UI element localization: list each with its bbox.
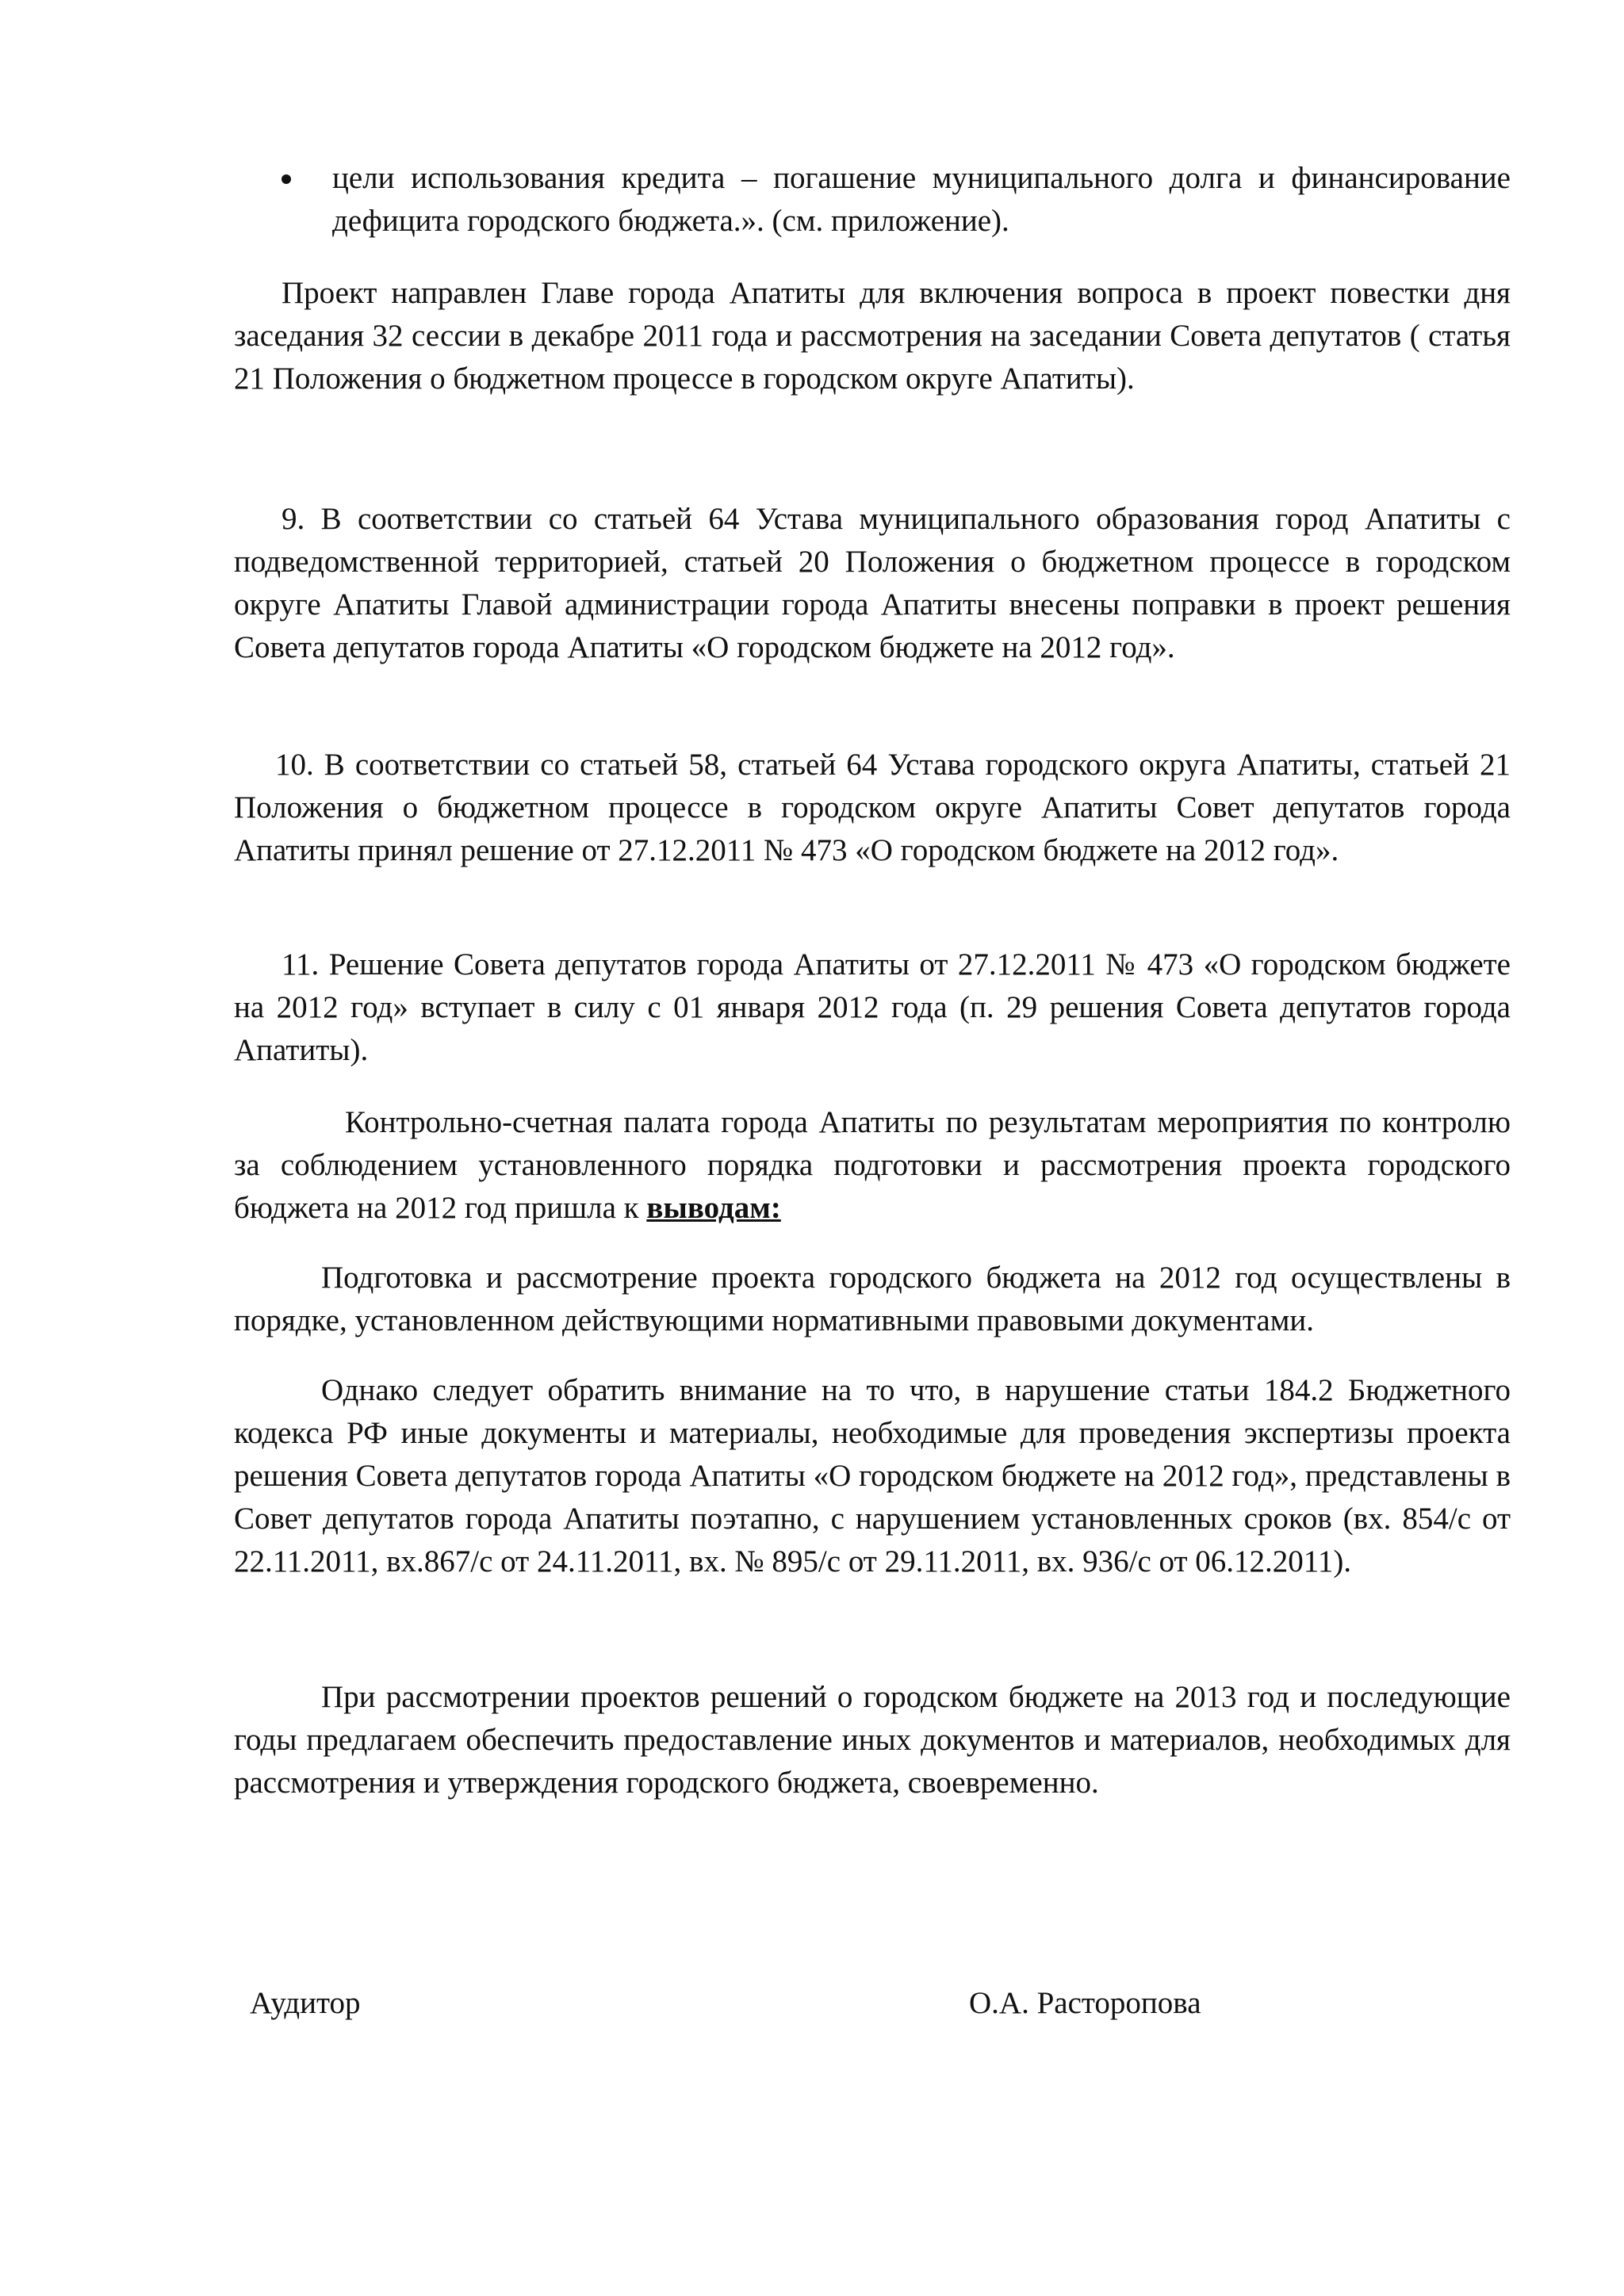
- paragraph-control-lead: Контрольно-счетная палата города Апатиты по результатам мероприятия по контролю за соблюдением установленного порядка подготовки и рассмотрения проекта городского бюджета на 2012 год пришла к: [234, 1105, 1511, 1225]
- paragraph-9: 9. В соответствии со статьей 64 Устава муниципального образования город Апатиты с подведомственной территорией, статьей 20 Положения о бюджетном процессе в городском округе Апатиты Главой администрации города Апатиты внесены поправки в проект решения Совета депутатов города Апатиты «О городском бюджете на 2012 год».: [234, 502, 1511, 664]
- signature-role: Аудитор: [250, 1986, 361, 2020]
- paragraph-preparation: Подготовка и рассмотрение проекта городского бюджета на 2012 год осуществлены в порядке, установленном действующими нормативными правовыми документами.: [234, 1261, 1511, 1337]
- bullet-item: [282, 157, 1511, 243]
- paragraph-control: [234, 1101, 1511, 1230]
- paragraph-propose: При рассмотрении проектов решений о городском бюджете на 2013 год и последующие годы предлагаем обеспечить предоставление иных документов и материалов, необходимых для рассмотрения и утверждения городского бюджета, своевременно.: [234, 1680, 1511, 1800]
- conclusions-emphasis: выводам:: [646, 1191, 781, 1225]
- signature-name: О.А. Расторопова: [969, 1986, 1201, 2020]
- paragraph-project: Проект направлен Главе города Апатиты для включения вопроса в проект повестки дня заседания 32 сессии в декабре 2011 года и рассмотрения на заседании Совета депутатов ( статья 21 Положения о бюджетном процессе в городском округе Апатиты).: [234, 276, 1511, 396]
- paragraph-however: Однако следует обратить внимание на то что, в нарушение статьи 184.2 Бюджетного кодекса РФ иные документы и материалы, необходимые для проведения экспертизы проекта решения Совета депутатов города Апатиты «О городском бюджете на 2012 год», представлены в Совет депутатов города Апатиты поэтапно, с нарушением установленных сроков (вх. 854/с от 22.11.2011, вх.867/с от 24.11.2011, вх. № 895/с от 29.11.2011, вх. 936/с от 06.12.2011).: [234, 1373, 1511, 1578]
- bullet-text: цели использования кредита – погашение муниципального долга и финансирование дефицита городского бюджета.». (см. приложение).: [332, 161, 1511, 238]
- paragraph-10: 10. В соответствии со статьей 58, статьей 64 Устава городского округа Апатиты, статьей 21 Положения о бюджетном процессе в городском округе Апатиты Совет депутатов города Апатиты принял решение от 27.12.2011 № 473 «О городском бюджете на 2012 год».: [234, 748, 1511, 867]
- bullet-dot-icon: [282, 174, 291, 184]
- paragraph-11: 11. Решение Совета депутатов города Апатиты от 27.12.2011 № 473 «О городском бюджете на 2012 год» вступает в силу с 01 января 2012 года (п. 29 решения Совета депутатов города Апатиты).: [234, 947, 1511, 1067]
